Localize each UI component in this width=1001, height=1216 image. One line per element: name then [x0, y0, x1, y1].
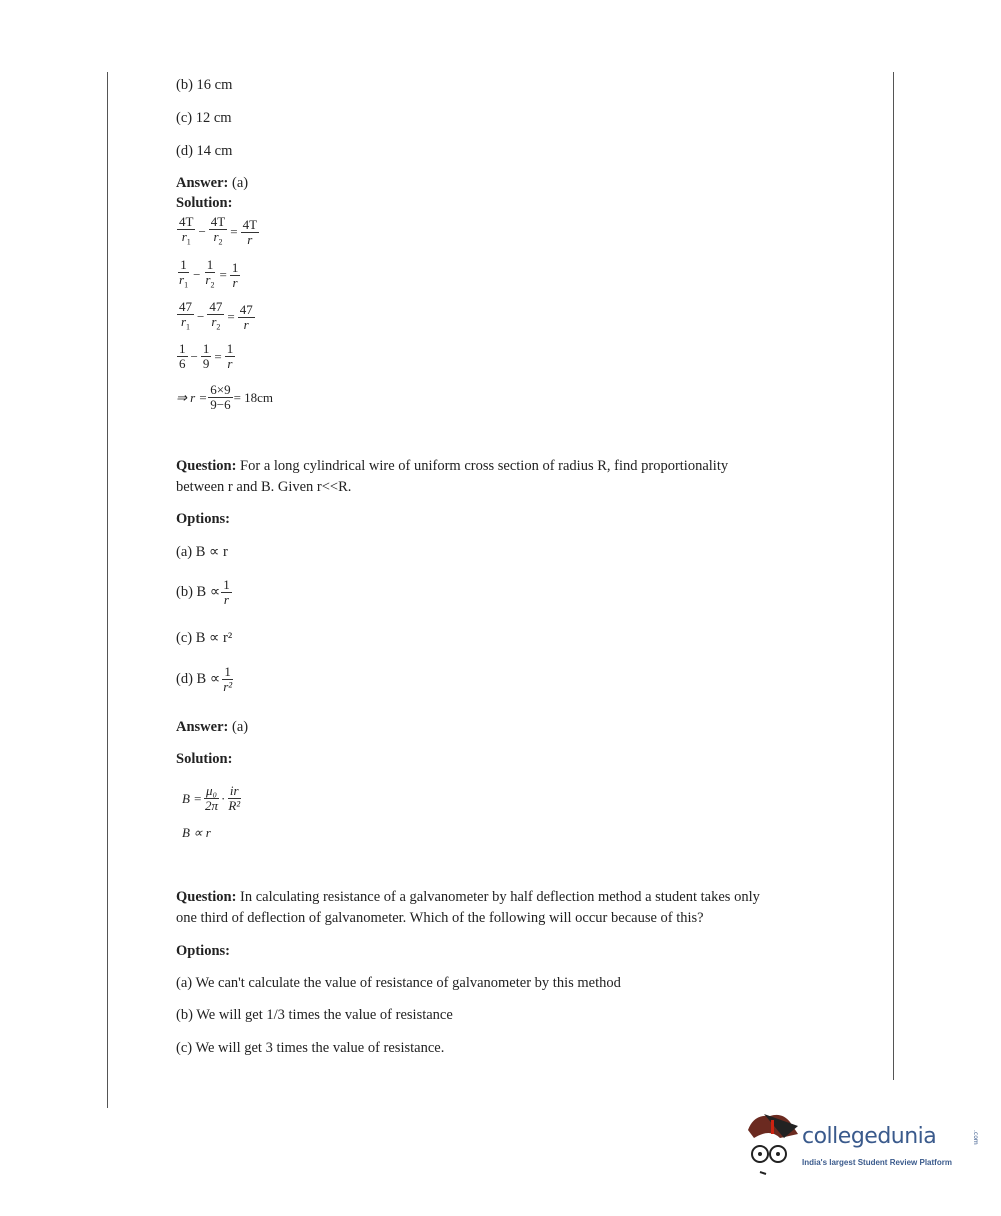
equation-prefix: B = [182, 790, 202, 806]
numerator: 1 [206, 257, 214, 272]
answer-value: (a) [228, 175, 249, 191]
left-margin-line [107, 72, 108, 1108]
numerator: 47 [209, 299, 223, 314]
q2-answer [176, 718, 248, 736]
equation-line: $\frac{47}{r_1}$ − $\frac{47}{r_2}$ = $\frac{47}{r}$ [176, 300, 256, 335]
numerator: 1 [180, 257, 187, 272]
numerator: 1 [202, 341, 210, 356]
numerator: 4T [210, 214, 226, 229]
numerator: 1 [179, 341, 186, 356]
dot-operator: · [220, 790, 226, 806]
question-2-line1 [176, 457, 728, 475]
q3-options-label: Options: [176, 943, 230, 959]
denominator: $r_1$ [180, 314, 191, 332]
answer-label: Answer: [176, 175, 229, 191]
answer [176, 174, 248, 192]
denominator: r [227, 356, 233, 371]
q2-solution-line2: B ∝ r [182, 825, 211, 840]
equation-line: $\frac{1}{r_1}$ − $\frac{1}{r_2}$ = $\frac{1}{r}$ [176, 258, 241, 293]
denominator: 9−6 [210, 397, 231, 412]
numerator: 1 [223, 577, 230, 592]
numerator: 47 [179, 299, 192, 314]
denominator: r [223, 592, 229, 607]
question-3-line2: one third of deflection of galvanometer. Which of the following will occur because of this? [176, 910, 704, 926]
collegedunia-logo [740, 1108, 995, 1178]
answer-value: (a) [228, 719, 249, 735]
denominator: $r_2$ [211, 314, 221, 332]
final-prefix: ⇒ r = [176, 389, 208, 405]
q3-option-a: (a) We can't calculate the value of resistance of galvanometer by this method [176, 975, 621, 991]
numerator: ir [229, 783, 239, 798]
question-label: Question: [176, 458, 237, 474]
numerator: 1 [231, 259, 239, 275]
q2-option-a: (a) B ∝ r [176, 544, 228, 560]
logo-wordmark: collegedunia [802, 1124, 937, 1149]
fraction [209, 215, 227, 250]
fraction [221, 578, 232, 607]
numerator: 47 [239, 301, 253, 317]
fraction [177, 300, 194, 335]
q3-option-b: (b) We will get 1/3 times the value of resistance [176, 1007, 453, 1023]
question-3-line1 [176, 888, 760, 906]
denominator: r [232, 274, 238, 290]
denominator: $r_1$ [181, 229, 191, 247]
mascot-icon [740, 1108, 800, 1178]
q2-option-c: (c) B ∝ r² [176, 630, 233, 646]
final-equation [176, 383, 273, 412]
q2-option-d [176, 665, 235, 694]
final-result: = 18cm [233, 389, 274, 405]
fraction [177, 258, 190, 293]
fraction [207, 300, 224, 335]
fraction [221, 665, 234, 694]
question-text: In calculating resistance of a galvanometer by half deflection method a student takes only [236, 889, 760, 905]
fraction [201, 342, 212, 371]
numerator: 4T [179, 214, 194, 229]
option-c: (c) 12 cm [176, 110, 232, 126]
logo-com: .com [972, 1130, 979, 1145]
denominator: r² [223, 679, 233, 694]
question-text: For a long cylindrical wire of uniform cross section of radius R, find proportionality [236, 458, 729, 474]
fraction [203, 258, 216, 293]
numerator: 1 [224, 664, 231, 679]
question-label: Question: [176, 889, 237, 905]
q3-option-c: (c) We will get 3 times the value of resistance. [176, 1040, 445, 1056]
fraction [226, 784, 242, 813]
fraction [225, 342, 236, 371]
denominator: r [247, 231, 253, 247]
right-margin-line [893, 72, 894, 1080]
answer-label: Answer: [176, 719, 229, 735]
q2-solution-label: Solution: [176, 751, 233, 767]
numerator: 4T [242, 216, 258, 232]
denominator: 9 [202, 356, 210, 371]
fraction [241, 218, 259, 247]
option-d: (d) 14 cm [176, 143, 233, 159]
denominator: $r_2$ [205, 272, 215, 290]
solution-label: Solution: [176, 195, 233, 211]
fraction [208, 383, 232, 412]
fraction [177, 342, 188, 371]
fraction [203, 784, 220, 813]
denominator: 6 [179, 356, 186, 371]
q2-solution-equation [182, 784, 243, 813]
denominator: r [243, 316, 249, 332]
denominator: 2π [204, 798, 218, 813]
option-prefix: (d) B ∝ [176, 671, 221, 687]
numerator: 6×9 [210, 382, 231, 397]
option-b: (b) 16 cm [176, 77, 233, 93]
fraction [238, 303, 255, 332]
denominator: R² [228, 798, 241, 813]
fraction [230, 261, 241, 290]
equation-line: $\frac{4T}{r_1}$ − $\frac{4T}{r_2}$ = $\frac{4T}{r}$ [176, 215, 260, 250]
numerator: 1 [226, 341, 234, 356]
denominator: $r_2$ [213, 229, 223, 247]
q2-option-b [176, 578, 233, 607]
options-label: Options: [176, 511, 230, 527]
denominator: $r_1$ [179, 272, 189, 290]
question-2-line2: between r and B. Given r<<R. [176, 479, 352, 495]
equation-line: $\frac{1}{6}$ − $\frac{1}{9}$ = $\frac{1}{r}$ [179, 341, 234, 371]
logo-tagline: India's largest Student Review Platform [802, 1158, 952, 1167]
option-prefix: (b) B ∝ [176, 584, 221, 600]
numerator: μ₀ [205, 783, 217, 798]
fraction [177, 215, 195, 250]
